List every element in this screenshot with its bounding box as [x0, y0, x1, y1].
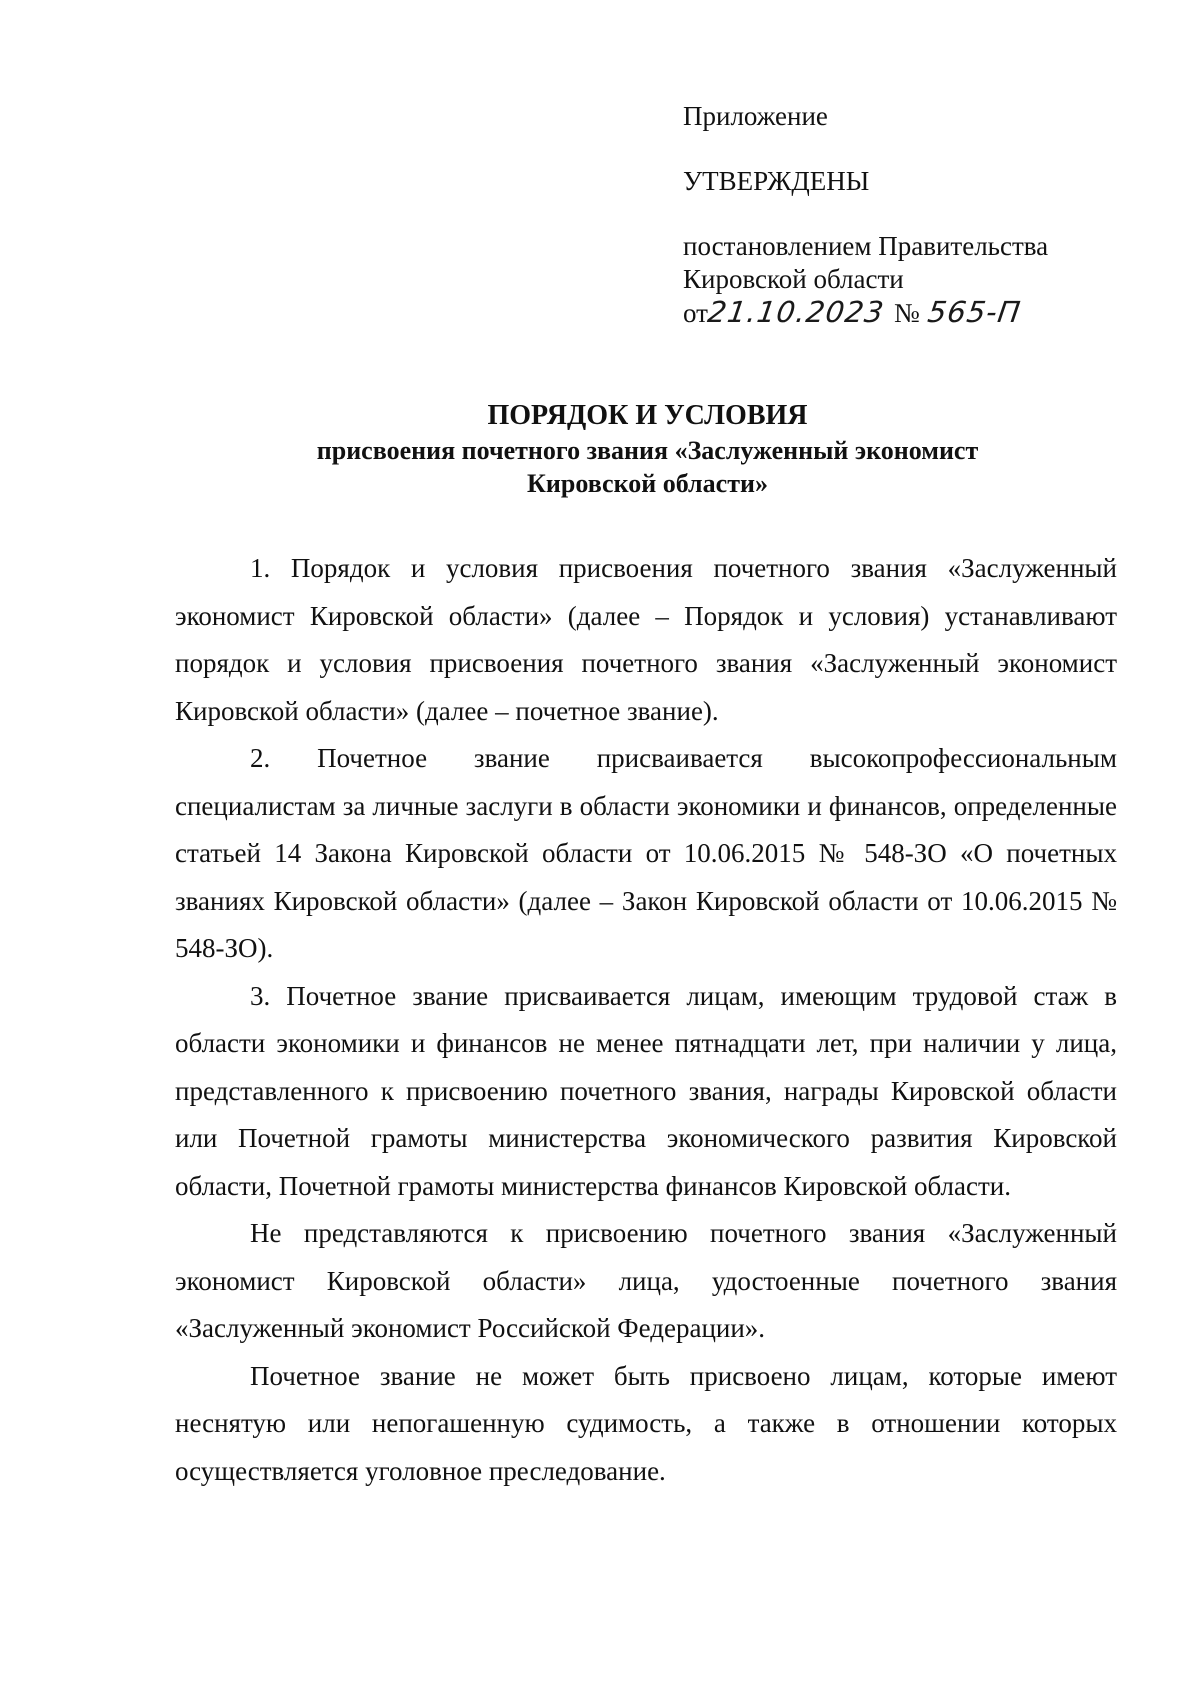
paragraph-3: 3. Почетное звание присваивается лицам, имеющим трудовой стаж в области экономики и финансов не менее пятнадцати лет, при наличии у лица, представленного к присвоению почетного звания, награды Кировской области или Почетной грамоты министерства экономического развития Кировской области, Почетной грамоты министерства финансов Кировской области.: [175, 980, 1117, 1201]
title-main: ПОРЯДОК И УСЛОВИЯ: [487, 400, 808, 431]
resolution-line-2: Кировской области: [683, 264, 904, 294]
approved-label: УТВЕРЖДЕНЫ: [683, 166, 870, 196]
date-prefix: от: [683, 298, 708, 328]
document-body: [175, 545, 1117, 1495]
number-sign: №: [894, 298, 920, 328]
paragraph-1: 1. Порядок и условия присвоения почетного звания «Заслуженный экономист Кировской области» (далее – Порядок и условия) устанавливают порядок и условия присвоения почетного звания «Заслуженный экономист Кировской области» (далее – почетное звание).: [175, 553, 1117, 726]
paragraph-4: Не представляются к присвоению почетного звания «Заслуженный экономист Кировской области» лица, удостоенные почетного звания «Заслуженный экономист Российской Федерации».: [175, 1218, 1117, 1343]
paragraph-2: 2. Почетное звание присваивается высокопрофессиональным специалистам за личные заслуги в области экономики и финансов, определенные статьей 14 Закона Кировской области от 10.06.2015 № 548-ЗО «О почетных званиях Кировской области» (далее – Закон Кировской области от 10.06.2015 № 548-ЗО).: [175, 743, 1117, 963]
document-title: [160, 398, 1135, 500]
title-sub-line-1: присвоения почетного звания «Заслуженный экономист: [316, 436, 979, 465]
resolution-date-line: [683, 296, 1143, 330]
appendix-label: Приложение: [683, 101, 828, 131]
paragraph-5: Почетное звание не может быть присвоено лицам, которые имеют неснятую или непогашенную судимость, а также в отношении которых осуществляется уголовное преследование.: [175, 1360, 1117, 1486]
approval-block: [683, 100, 1143, 330]
title-sub-line-2: Кировской области»: [527, 469, 768, 498]
handwritten-date: 21.10.2023: [705, 295, 887, 329]
resolution-line-1: постановлением Правительства: [683, 231, 1049, 261]
handwritten-number: 565-П: [925, 295, 1023, 329]
